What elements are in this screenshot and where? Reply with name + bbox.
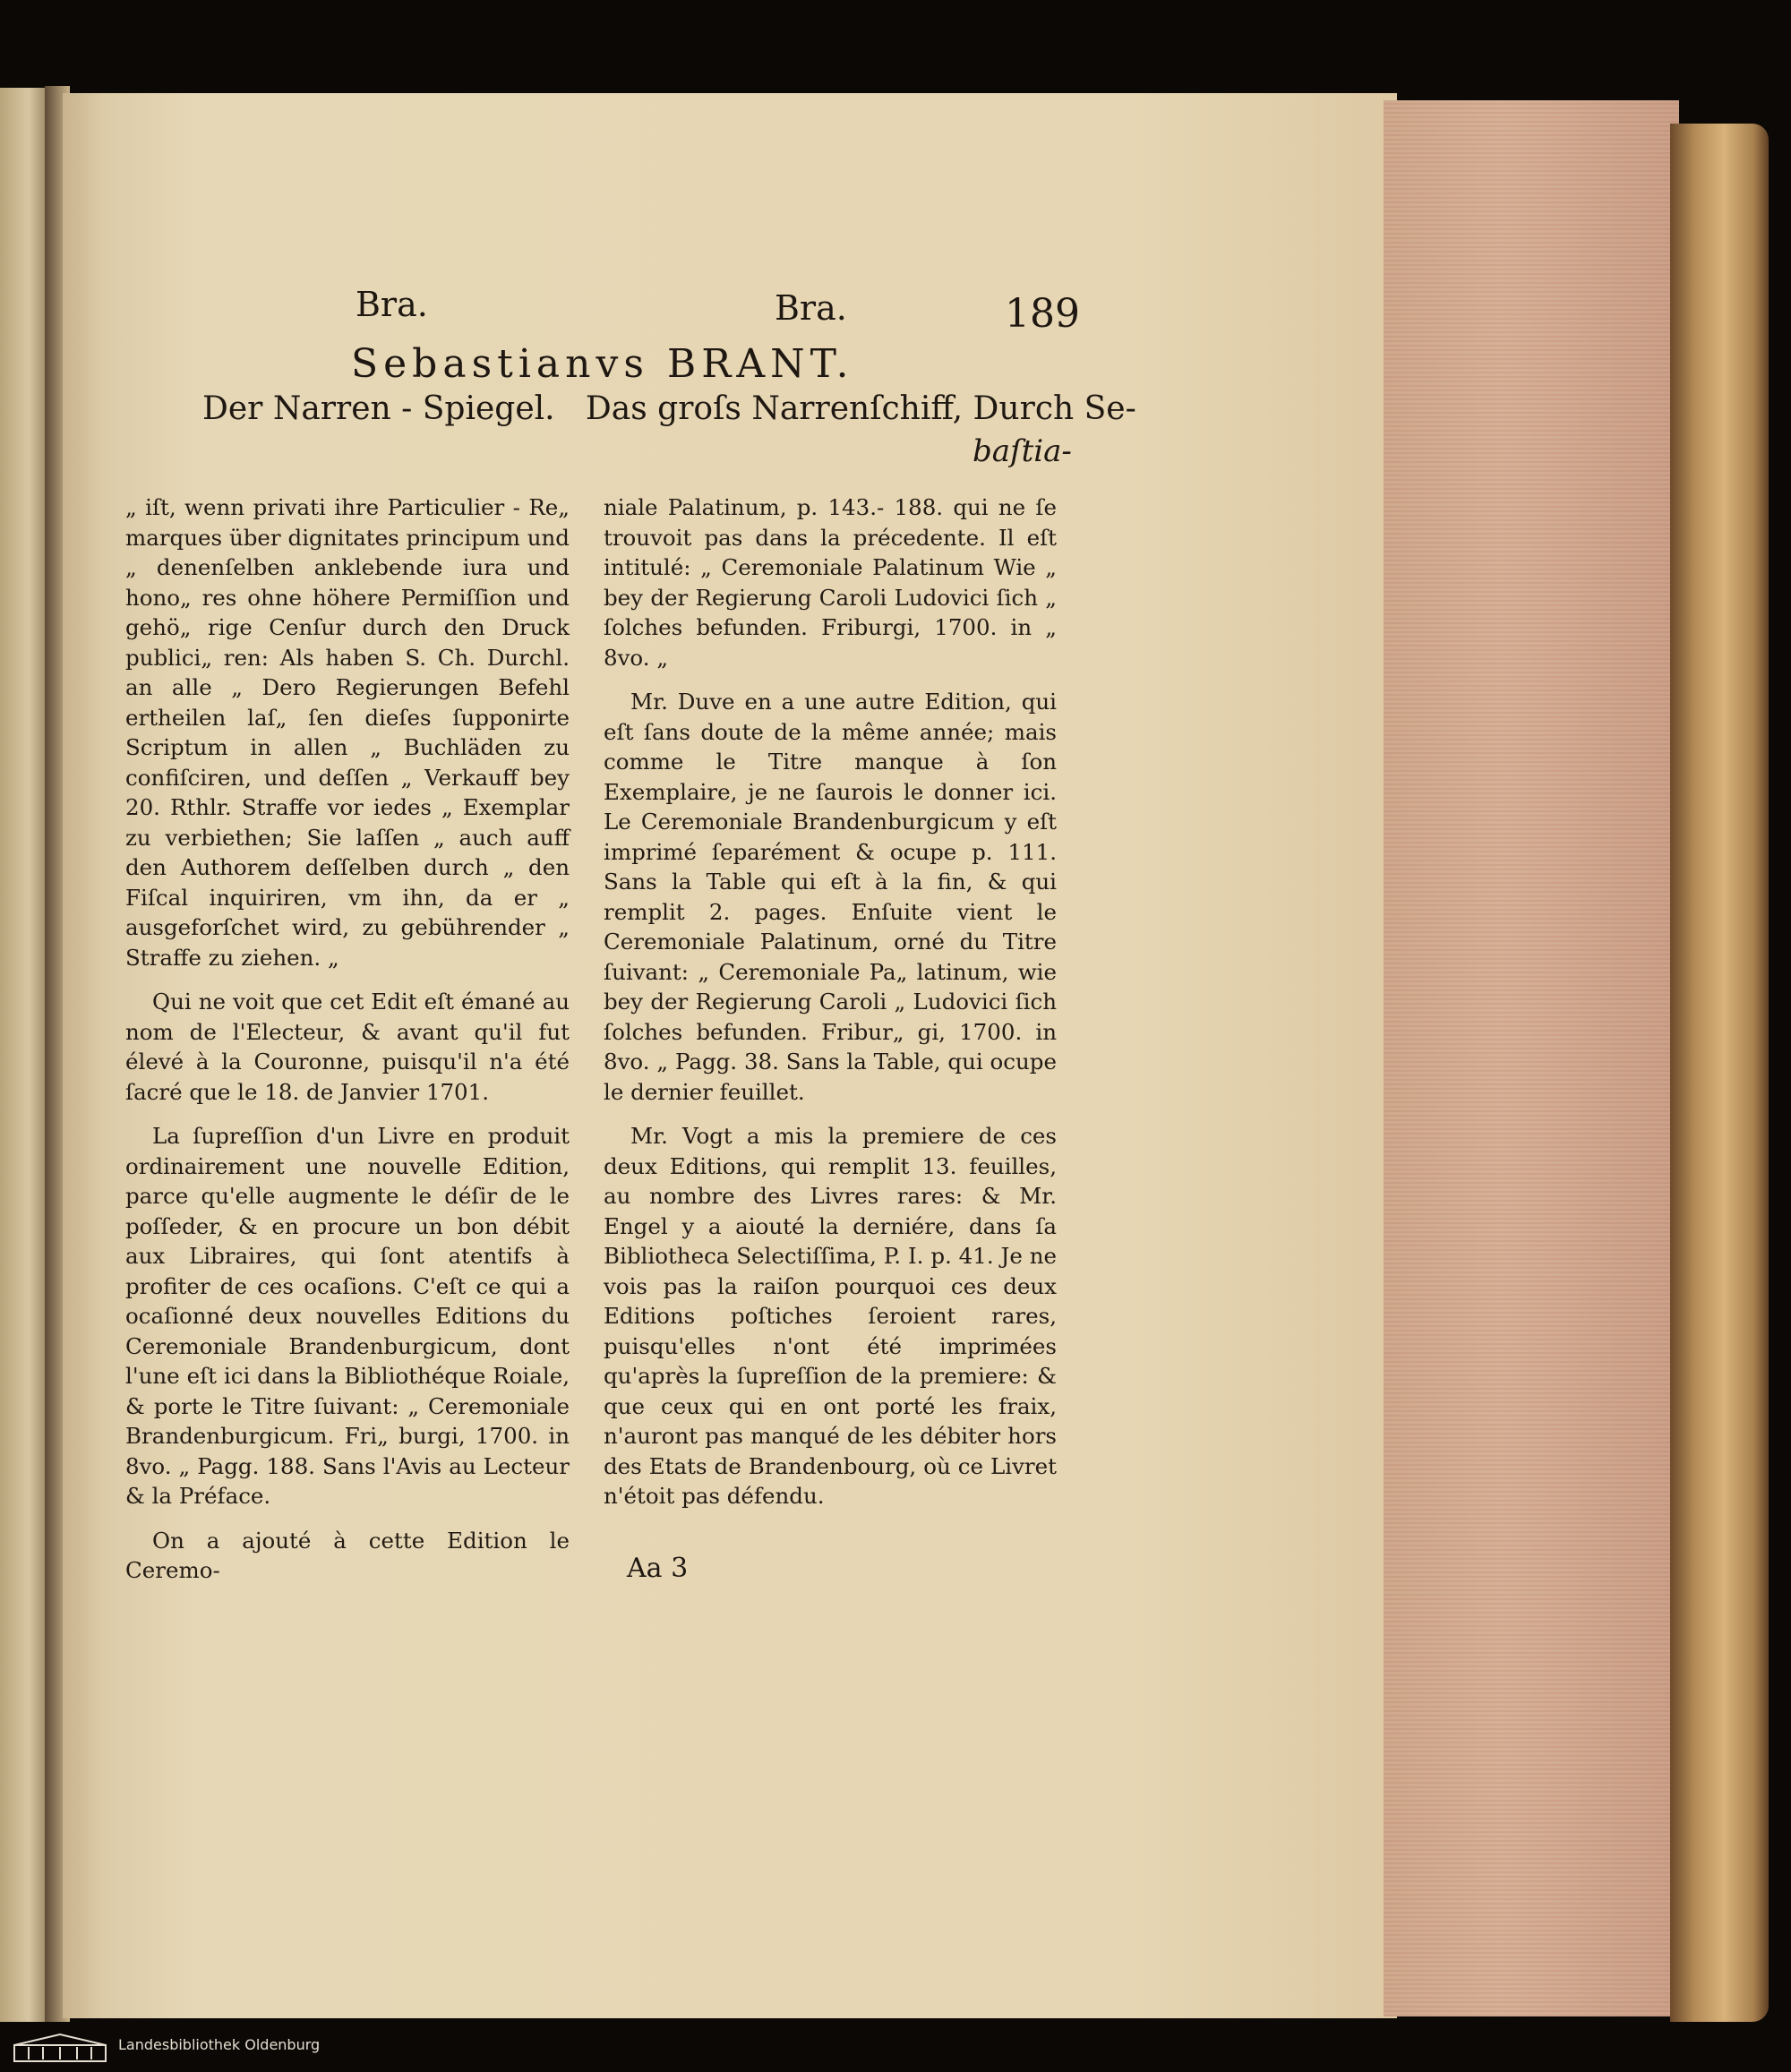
paragraph: Mr. Duve en a une autre Edition, qui eſt ſans doute de la même année; mais comme le Titre manque à ſon Exemplaire, je ne ſaurois le donner ici. Le Ceremoniale Brandenburgicum y eſt imprimé ſeparément & ocupe p. 111. Sans la Table qui eſt à la fin, & qui remplit 2. pages. Enſuite vient le Ceremoniale Palatinum, orné du Titre ſuivant: „ Ceremoniale Pa„ latinum, wie bey der Regierung Caroli „ Ludovici ſich ſolches befunden. Fribur„ gi, 1700. in 8vo. „ Pagg. 38. Sans la Table, qui ocupe le dernier feuillet. bbox=[604, 689, 1057, 1105]
library-building-icon bbox=[11, 2033, 109, 2063]
paragraph: Qui ne voit que cet Edit eſt émané au nom de l'Electeur, & avant qu'il fut élevé à la Couronne, puisqu'il n'a été ſacré que le 18. de Janvier 1701. bbox=[125, 989, 570, 1105]
signature-mark: Aa 3 bbox=[627, 1553, 689, 1584]
right-text-column bbox=[604, 492, 1057, 1526]
running-head-left: Bra. bbox=[356, 285, 428, 324]
page-number: 189 bbox=[1005, 291, 1080, 337]
paragraph: Mr. Vogt a mis la premiere de ces deux Editions, qui remplit 13. feuilles, au nombre des Livres rares: & Mr. Engel y a aiouté la derniére, dans ſa Bibliotheca Selectiſſima, P. I. p. 41. Je ne vois pas la raiſon pourquoi ces deux Editions poſtiches ſeroient rares, puisqu'elles n'ont été imprimées qu'après la ſupreſſion de la premiere: & que ceux qui en ont porté les fraix, n'auront pas manqué de les débiter hors des Etats de Brandenbourg, où ce Livret n'étoit pas défendu. bbox=[604, 1123, 1057, 1509]
footer-bar bbox=[0, 2022, 1791, 2072]
page-block-edges bbox=[1384, 100, 1679, 2016]
running-head-right: Bra. bbox=[775, 288, 847, 328]
entry-title: Sebastianvs BRANT. bbox=[351, 341, 854, 387]
left-text-column bbox=[125, 492, 570, 1600]
book-cover bbox=[1670, 124, 1769, 2022]
entry-subtitle-continued: baſtia- bbox=[973, 433, 1072, 469]
paragraph: On a ajouté à cette Edition le Ceremo- bbox=[125, 1527, 570, 1583]
library-name: Landesbibliothek Oldenburg bbox=[118, 2036, 321, 2053]
paragraph: „ iſt, wenn privati ihre Particulier - Re„ marques über dignitates principum und „ denenſelben anklebende iura und hono„ res ohne höhere Permiſſion und gehö„ rige Cenſur durch den Druck publici„ ren: Als haben S. Ch. Durchl. an alle „ Dero Regierungen Befehl ertheilen laſ„ ſen dieſes ſupponirte Scriptum in allen „ Buchläden zu confiſciren, und deſſen „ Verkauff bey 20. Rthlr. Straffe vor iedes „ Exemplar zu verbiethen; Sie laſſen „ auch auff den Authorem deſſelben durch „ den Fiſcal inquiriren, vm ihn, da er „ ausgeforſchet wird, zu gebührender „ Straffe zu ziehen. „ bbox=[125, 494, 570, 971]
paragraph: niale Palatinum, p. 143.- 188. qui ne ſe trouvoit pas dans la précedente. Il eſt intitulé: „ Ceremoniale Palatinum Wie „ bey der Regierung Caroli Ludovici ſich „ ſolches befunden. Friburgi, 1700. in „ 8vo. „ bbox=[604, 494, 1057, 671]
entry-subtitle: Der Narren - Spiegel. Das groſs Narrenſchiff, Durch Se- bbox=[202, 390, 1136, 427]
paragraph: La ſupreſſion d'un Livre en produit ordinairement une nouvelle Edition, parce qu'elle augmente le déſir de le poſſeder, & en procure un bon débit aux Libraires, qui ſont atentifs à profiter de ces ocaſions. C'eſt ce qui a ocaſionné deux nouvelles Editions du Ceremoniale Brandenburgicum, dont l'une eſt ici dans la Bibliothéque Roiale, & porte le Titre ſuivant: „ Ceremoniale Brandenburgicum. Fri„ burgi, 1700. in 8vo. „ Pagg. 188. Sans l'Avis au Lecteur & la Préface. bbox=[125, 1123, 570, 1509]
